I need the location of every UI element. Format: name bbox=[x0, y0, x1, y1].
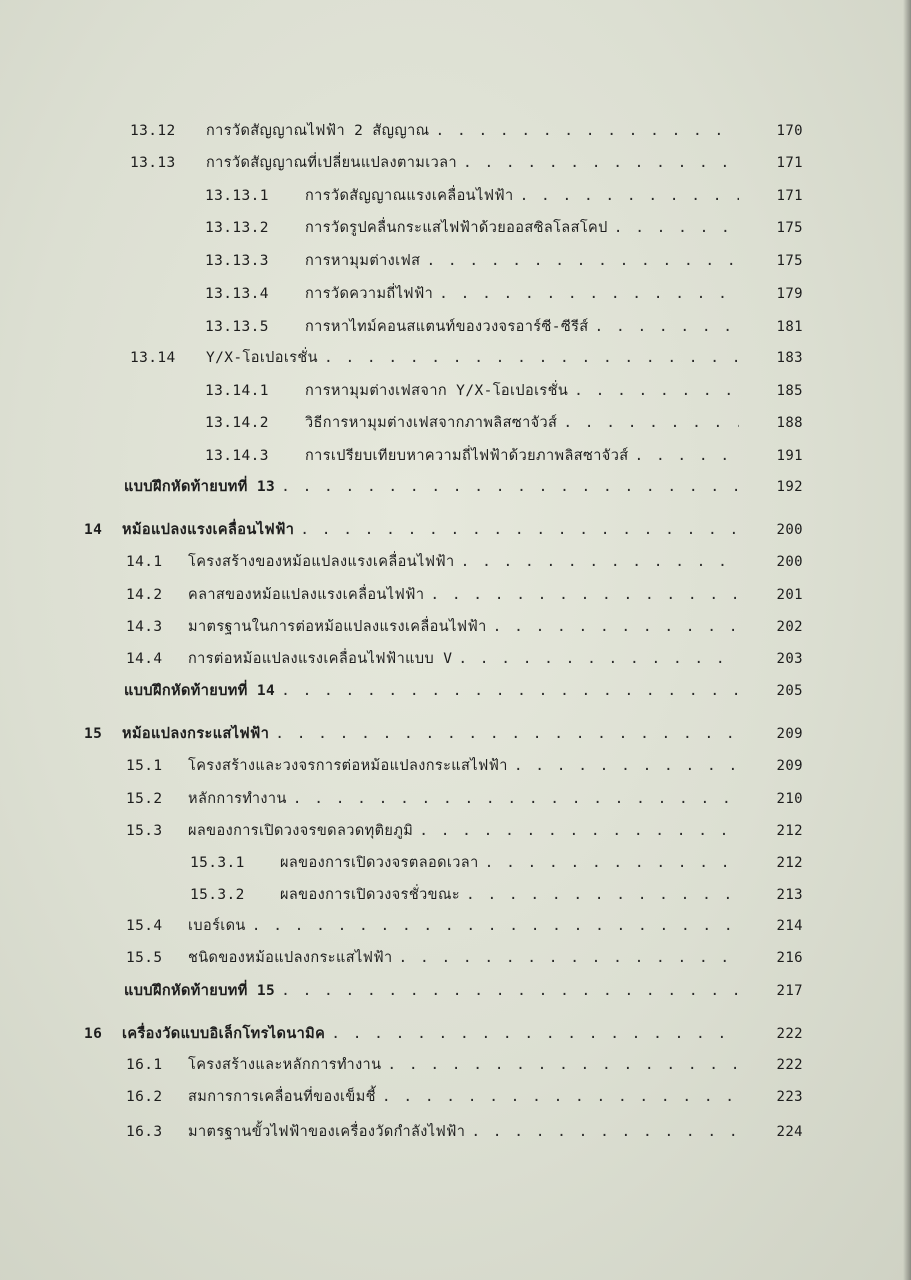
toc-entry bbox=[0, 1050, 911, 1080]
toc-chapter-entry bbox=[0, 1019, 911, 1049]
toc-entry bbox=[0, 408, 911, 438]
entry-page-number: 192 bbox=[776, 479, 803, 495]
toc-entry bbox=[0, 213, 911, 243]
entry-number: 15.5 bbox=[126, 950, 163, 966]
entry-number: 13.14.1 bbox=[205, 383, 269, 399]
entry-number: 16.3 bbox=[126, 1124, 163, 1140]
entry-page-number: 170 bbox=[776, 123, 803, 139]
entry-title: แบบฝึกหัดท้ายบทที่ 15 bbox=[124, 983, 276, 999]
entry-page-number: 210 bbox=[776, 791, 803, 807]
leader-dots bbox=[246, 911, 739, 941]
leader-dots bbox=[275, 676, 739, 706]
leader-dots bbox=[508, 751, 739, 781]
leader-dots bbox=[457, 148, 739, 178]
toc-entry bbox=[0, 848, 911, 878]
entry-title: ผลของการเปิดวงจรชั่วขณะ bbox=[280, 887, 461, 903]
entry-number: 13.13.1 bbox=[205, 188, 269, 204]
entry-title: ชนิดของหม้อแปลงกระแสไฟฟ้า bbox=[188, 950, 393, 966]
toc-entry bbox=[0, 911, 911, 941]
entry-page-number: 223 bbox=[776, 1089, 803, 1105]
entry-page-number: 203 bbox=[776, 651, 803, 667]
toc-entry bbox=[0, 1117, 911, 1147]
entry-title: การหาไทม์คอนสแตนท์ของวงจรอาร์ซี-ซีรีส์ bbox=[305, 319, 589, 335]
toc-entry bbox=[0, 943, 911, 973]
entry-number: 14.2 bbox=[126, 587, 163, 603]
entry-title: หม้อแปลงแรงเคลื่อนไฟฟ้า bbox=[122, 522, 295, 538]
entry-number: 16.1 bbox=[126, 1057, 163, 1073]
toc-entry bbox=[0, 1082, 911, 1112]
entry-title: โครงสร้างของหม้อแปลงแรงเคลื่อนไฟฟ้า bbox=[188, 554, 455, 570]
entry-page-number: 201 bbox=[776, 587, 803, 603]
entry-number: 15.3.2 bbox=[190, 887, 245, 903]
entry-number: 15.2 bbox=[126, 791, 163, 807]
entry-title: โครงสร้างและวงจรการต่อหม้อแปลงกระแสไฟฟ้า bbox=[188, 758, 508, 774]
leader-dots bbox=[275, 472, 739, 502]
leader-dots bbox=[294, 515, 739, 545]
leader-dots bbox=[628, 441, 739, 471]
entry-title: การวัดสัญญาณไฟฟ้า 2 สัญญาณ bbox=[206, 123, 430, 139]
leader-dots bbox=[381, 1050, 739, 1080]
toc-entry bbox=[0, 644, 911, 674]
leader-dots bbox=[455, 547, 739, 577]
entry-page-number: 185 bbox=[776, 383, 803, 399]
entry-number: 13.14.2 bbox=[205, 415, 269, 431]
entry-page-number: 191 bbox=[776, 448, 803, 464]
toc-entry bbox=[0, 343, 911, 373]
entry-title: การเปรียบเทียบหาความถี่ไฟฟ้าด้วยภาพลิสซาจัวส์ bbox=[305, 448, 629, 464]
toc-entry bbox=[0, 612, 911, 642]
leader-dots bbox=[557, 408, 739, 438]
entry-page-number: 175 bbox=[776, 253, 803, 269]
leader-dots bbox=[452, 644, 739, 674]
leader-dots bbox=[479, 848, 739, 878]
entry-number: 15.3.1 bbox=[190, 855, 245, 871]
entry-page-number: 209 bbox=[776, 758, 803, 774]
entry-title: คลาสของหม้อแปลงแรงเคลื่อนไฟฟ้า bbox=[188, 587, 425, 603]
leader-dots bbox=[287, 784, 739, 814]
entry-title: มาตรฐานขั้วไฟฟ้าของเครื่องวัดกำลังไฟฟ้า bbox=[188, 1124, 466, 1140]
leader-dots bbox=[460, 880, 739, 910]
entry-page-number: 200 bbox=[776, 522, 803, 538]
entry-page-number: 212 bbox=[776, 855, 803, 871]
leader-dots bbox=[393, 943, 739, 973]
entry-title: แบบฝึกหัดท้ายบทที่ 13 bbox=[124, 479, 276, 495]
entry-page-number: 188 bbox=[776, 415, 803, 431]
leader-dots bbox=[568, 376, 739, 406]
entry-title: เบอร์เดน bbox=[188, 918, 246, 934]
entry-page-number: 171 bbox=[776, 188, 803, 204]
entry-page-number: 216 bbox=[776, 950, 803, 966]
toc-entry bbox=[0, 312, 911, 342]
entry-title: หลักการทำงาน bbox=[188, 791, 287, 807]
entry-page-number: 222 bbox=[776, 1057, 803, 1073]
entry-page-number: 212 bbox=[776, 823, 803, 839]
entry-number: 13.13.2 bbox=[205, 220, 269, 236]
leader-dots bbox=[376, 1082, 739, 1112]
entry-number: 14.1 bbox=[126, 554, 163, 570]
toc-entry bbox=[0, 816, 911, 846]
toc-exercise-entry bbox=[0, 976, 911, 1006]
leader-dots bbox=[318, 343, 739, 373]
entry-page-number: 179 bbox=[776, 286, 803, 302]
entry-page-number: 175 bbox=[776, 220, 803, 236]
entry-title: แบบฝึกหัดท้ายบทที่ 14 bbox=[124, 683, 276, 699]
entry-number: 13.13.3 bbox=[205, 253, 269, 269]
entry-number: 14.3 bbox=[126, 619, 163, 635]
toc-entry bbox=[0, 376, 911, 406]
leader-dots bbox=[424, 580, 739, 610]
leader-dots bbox=[608, 213, 739, 243]
toc-entry bbox=[0, 580, 911, 610]
entry-page-number: 209 bbox=[776, 726, 803, 742]
entry-number: 16 bbox=[84, 1026, 103, 1042]
entry-title: ผลของการเปิดวงจรตลอดเวลา bbox=[280, 855, 479, 871]
entry-title: การหามุมต่างเฟสจาก Y/X-โอเปอเรชั่น bbox=[305, 383, 569, 399]
entry-page-number: 183 bbox=[776, 350, 803, 366]
toc-entry bbox=[0, 751, 911, 781]
entry-title: การวัดความถี่ไฟฟ้า bbox=[305, 286, 434, 302]
entry-number: 13.13.4 bbox=[205, 286, 269, 302]
leader-dots bbox=[430, 116, 739, 146]
entry-page-number: 222 bbox=[776, 1026, 803, 1042]
entry-page-number: 181 bbox=[776, 319, 803, 335]
leader-dots bbox=[269, 719, 739, 749]
entry-page-number: 214 bbox=[776, 918, 803, 934]
entry-title: การต่อหม้อแปลงแรงเคลื่อนไฟฟ้าแบบ V bbox=[188, 651, 453, 667]
entry-title: โครงสร้างและหลักการทำงาน bbox=[188, 1057, 382, 1073]
leader-dots bbox=[420, 246, 739, 276]
entry-number: 15.3 bbox=[126, 823, 163, 839]
toc-entry bbox=[0, 880, 911, 910]
entry-number: 13.13 bbox=[130, 155, 176, 171]
entry-page-number: 217 bbox=[776, 983, 803, 999]
entry-page-number: 224 bbox=[776, 1124, 803, 1140]
toc-exercise-entry bbox=[0, 676, 911, 706]
entry-title: เครื่องวัดแบบอิเล็กโทรไดนามิค bbox=[122, 1026, 326, 1042]
toc-chapter-entry bbox=[0, 515, 911, 545]
entry-title: มาตรฐานในการต่อหม้อแปลงแรงเคลื่อนไฟฟ้า bbox=[188, 619, 487, 635]
toc-chapter-entry bbox=[0, 719, 911, 749]
entry-page-number: 202 bbox=[776, 619, 803, 635]
entry-number: 16.2 bbox=[126, 1089, 163, 1105]
entry-title: หม้อแปลงกระแสไฟฟ้า bbox=[122, 726, 270, 742]
leader-dots bbox=[514, 181, 739, 211]
entry-number: 13.12 bbox=[130, 123, 176, 139]
entry-number: 15.1 bbox=[126, 758, 163, 774]
entry-page-number: 171 bbox=[776, 155, 803, 171]
toc-entry bbox=[0, 181, 911, 211]
entry-number: 14.4 bbox=[126, 651, 163, 667]
entry-title: การวัดรูปคลื่นกระแสไฟฟ้าด้วยออสซิลโลสโคป bbox=[305, 220, 608, 236]
entry-number: 15.4 bbox=[126, 918, 163, 934]
entry-title: สมการการเคลื่อนที่ของเข็มชี้ bbox=[188, 1089, 376, 1105]
entry-number: 15 bbox=[84, 726, 103, 742]
entry-number: 13.14.3 bbox=[205, 448, 269, 464]
entry-title: การวัดสัญญาณแรงเคลื่อนไฟฟ้า bbox=[305, 188, 514, 204]
toc-entry bbox=[0, 547, 911, 577]
entry-title: การหามุมต่างเฟส bbox=[305, 253, 421, 269]
entry-title: วิธีการหามุมต่างเฟสจากภาพลิสซาจัวส์ bbox=[305, 415, 558, 431]
toc-exercise-entry bbox=[0, 472, 911, 502]
leader-dots bbox=[589, 312, 739, 342]
leader-dots bbox=[487, 612, 739, 642]
entry-page-number: 200 bbox=[776, 554, 803, 570]
entry-number: 13.14 bbox=[130, 350, 176, 366]
entry-page-number: 213 bbox=[776, 887, 803, 903]
toc-entry bbox=[0, 441, 911, 471]
entry-title: Y/X-โอเปอเรชั่น bbox=[206, 350, 318, 366]
leader-dots bbox=[325, 1019, 739, 1049]
toc-entry bbox=[0, 246, 911, 276]
leader-dots bbox=[433, 279, 739, 309]
entry-number: 14 bbox=[84, 522, 103, 538]
entry-number: 13.13.5 bbox=[205, 319, 269, 335]
leader-dots bbox=[413, 816, 739, 846]
entry-page-number: 205 bbox=[776, 683, 803, 699]
leader-dots bbox=[275, 976, 739, 1006]
leader-dots bbox=[465, 1117, 739, 1147]
toc-entry bbox=[0, 148, 911, 178]
toc-entry bbox=[0, 116, 911, 146]
toc-entry bbox=[0, 784, 911, 814]
entry-title: ผลของการเปิดวงจรขดลวดทุติยภูมิ bbox=[188, 823, 414, 839]
entry-title: การวัดสัญญาณที่เปลี่ยนแปลงตามเวลา bbox=[206, 155, 457, 171]
toc-entry bbox=[0, 279, 911, 309]
